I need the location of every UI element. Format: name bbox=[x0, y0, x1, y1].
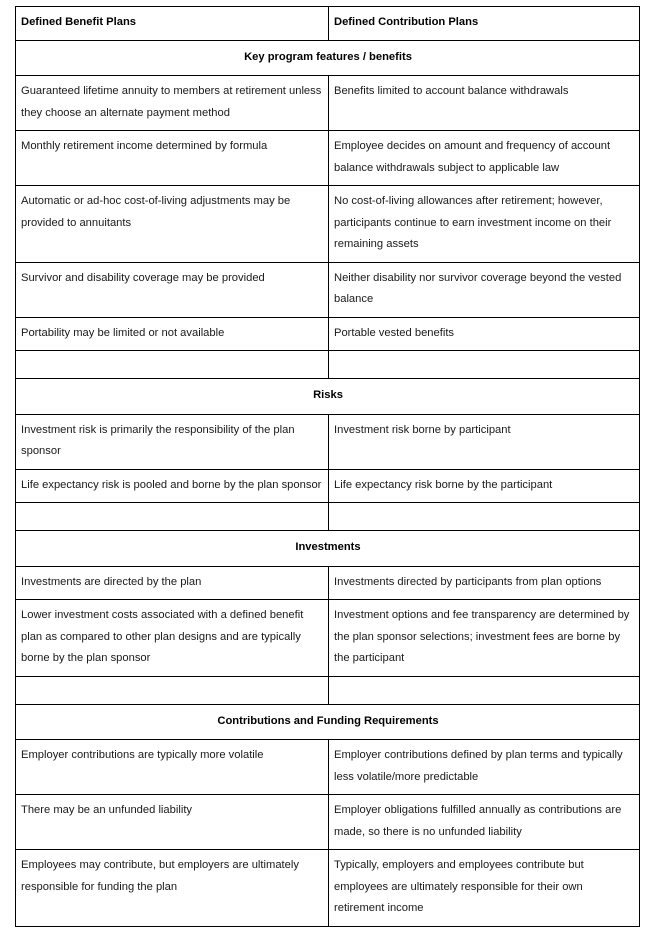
spacer-cell-left bbox=[16, 503, 329, 531]
spacer-cell-right bbox=[329, 676, 640, 704]
cell-defined-benefit: Employees may contribute, but employers are ultimately responsible for funding the plan bbox=[16, 850, 329, 927]
cell-defined-contribution: Investment options and fee transparency are determined by the plan sponsor selections; investment fees are borne by the participant bbox=[329, 600, 640, 677]
table-row bbox=[16, 600, 640, 677]
spacer-cell-left bbox=[16, 676, 329, 704]
spacer-cell-left bbox=[16, 351, 329, 379]
cell-defined-contribution: Employer contributions defined by plan terms and typically less volatile/more predictable bbox=[329, 740, 640, 795]
cell-defined-contribution: Employer obligations fulfilled annually as contributions are made, so there is no unfunded liability bbox=[329, 795, 640, 850]
table-header-row bbox=[16, 7, 640, 41]
cell-defined-benefit: Lower investment costs associated with a defined benefit plan as compared to other plan designs and are typically borne by the plan sponsor bbox=[16, 600, 329, 677]
table-row bbox=[16, 131, 640, 186]
cell-defined-contribution: No cost-of-living allowances after retirement; however, participants continue to earn investment income on their remaining assets bbox=[329, 186, 640, 263]
cell-defined-contribution: Investments directed by participants from plan options bbox=[329, 566, 640, 600]
cell-defined-benefit: There may be an unfunded liability bbox=[16, 795, 329, 850]
cell-defined-contribution: Investment risk borne by participant bbox=[329, 414, 640, 469]
section-title: Risks bbox=[16, 379, 640, 415]
section-title: Key program features / benefits bbox=[16, 40, 640, 76]
cell-defined-contribution: Benefits limited to account balance withdrawals bbox=[329, 76, 640, 131]
table-row bbox=[16, 414, 640, 469]
table-row bbox=[16, 317, 640, 351]
spacer-cell-right bbox=[329, 503, 640, 531]
table-row bbox=[16, 740, 640, 795]
cell-defined-benefit: Employer contributions are typically more volatile bbox=[16, 740, 329, 795]
section-header-row bbox=[16, 40, 640, 76]
cell-defined-benefit: Investment risk is primarily the responsibility of the plan sponsor bbox=[16, 414, 329, 469]
table-row bbox=[16, 850, 640, 927]
table-row bbox=[16, 795, 640, 850]
defined-benefit-vs-contribution-table bbox=[15, 6, 640, 927]
spacer-cell-right bbox=[329, 351, 640, 379]
section-header-row bbox=[16, 704, 640, 740]
section-title: Investments bbox=[16, 531, 640, 567]
column-header-defined-benefit: Defined Benefit Plans bbox=[16, 7, 329, 41]
cell-defined-benefit: Portability may be limited or not available bbox=[16, 317, 329, 351]
cell-defined-contribution: Employee decides on amount and frequency of account balance withdrawals subject to applicable law bbox=[329, 131, 640, 186]
cell-defined-benefit: Life expectancy risk is pooled and borne by the plan sponsor bbox=[16, 469, 329, 503]
table-row bbox=[16, 566, 640, 600]
cell-defined-benefit: Automatic or ad-hoc cost-of-living adjustments may be provided to annuitants bbox=[16, 186, 329, 263]
section-header-row bbox=[16, 531, 640, 567]
cell-defined-benefit: Guaranteed lifetime annuity to members at retirement unless they choose an alternate payment method bbox=[16, 76, 329, 131]
spacer-row bbox=[16, 503, 640, 531]
table-row bbox=[16, 262, 640, 317]
comparison-table-container bbox=[15, 6, 639, 927]
cell-defined-benefit: Investments are directed by the plan bbox=[16, 566, 329, 600]
spacer-row bbox=[16, 351, 640, 379]
table-row bbox=[16, 186, 640, 263]
cell-defined-contribution: Typically, employers and employees contribute but employees are ultimately responsible for their own retirement income bbox=[329, 850, 640, 927]
cell-defined-contribution: Portable vested benefits bbox=[329, 317, 640, 351]
cell-defined-benefit: Survivor and disability coverage may be provided bbox=[16, 262, 329, 317]
cell-defined-contribution: Neither disability nor survivor coverage beyond the vested balance bbox=[329, 262, 640, 317]
cell-defined-contribution: Life expectancy risk borne by the participant bbox=[329, 469, 640, 503]
table-row bbox=[16, 76, 640, 131]
section-title: Contributions and Funding Requirements bbox=[16, 704, 640, 740]
section-header-row bbox=[16, 379, 640, 415]
cell-defined-benefit: Monthly retirement income determined by formula bbox=[16, 131, 329, 186]
spacer-row bbox=[16, 676, 640, 704]
table-row bbox=[16, 469, 640, 503]
column-header-defined-contribution: Defined Contribution Plans bbox=[329, 7, 640, 41]
